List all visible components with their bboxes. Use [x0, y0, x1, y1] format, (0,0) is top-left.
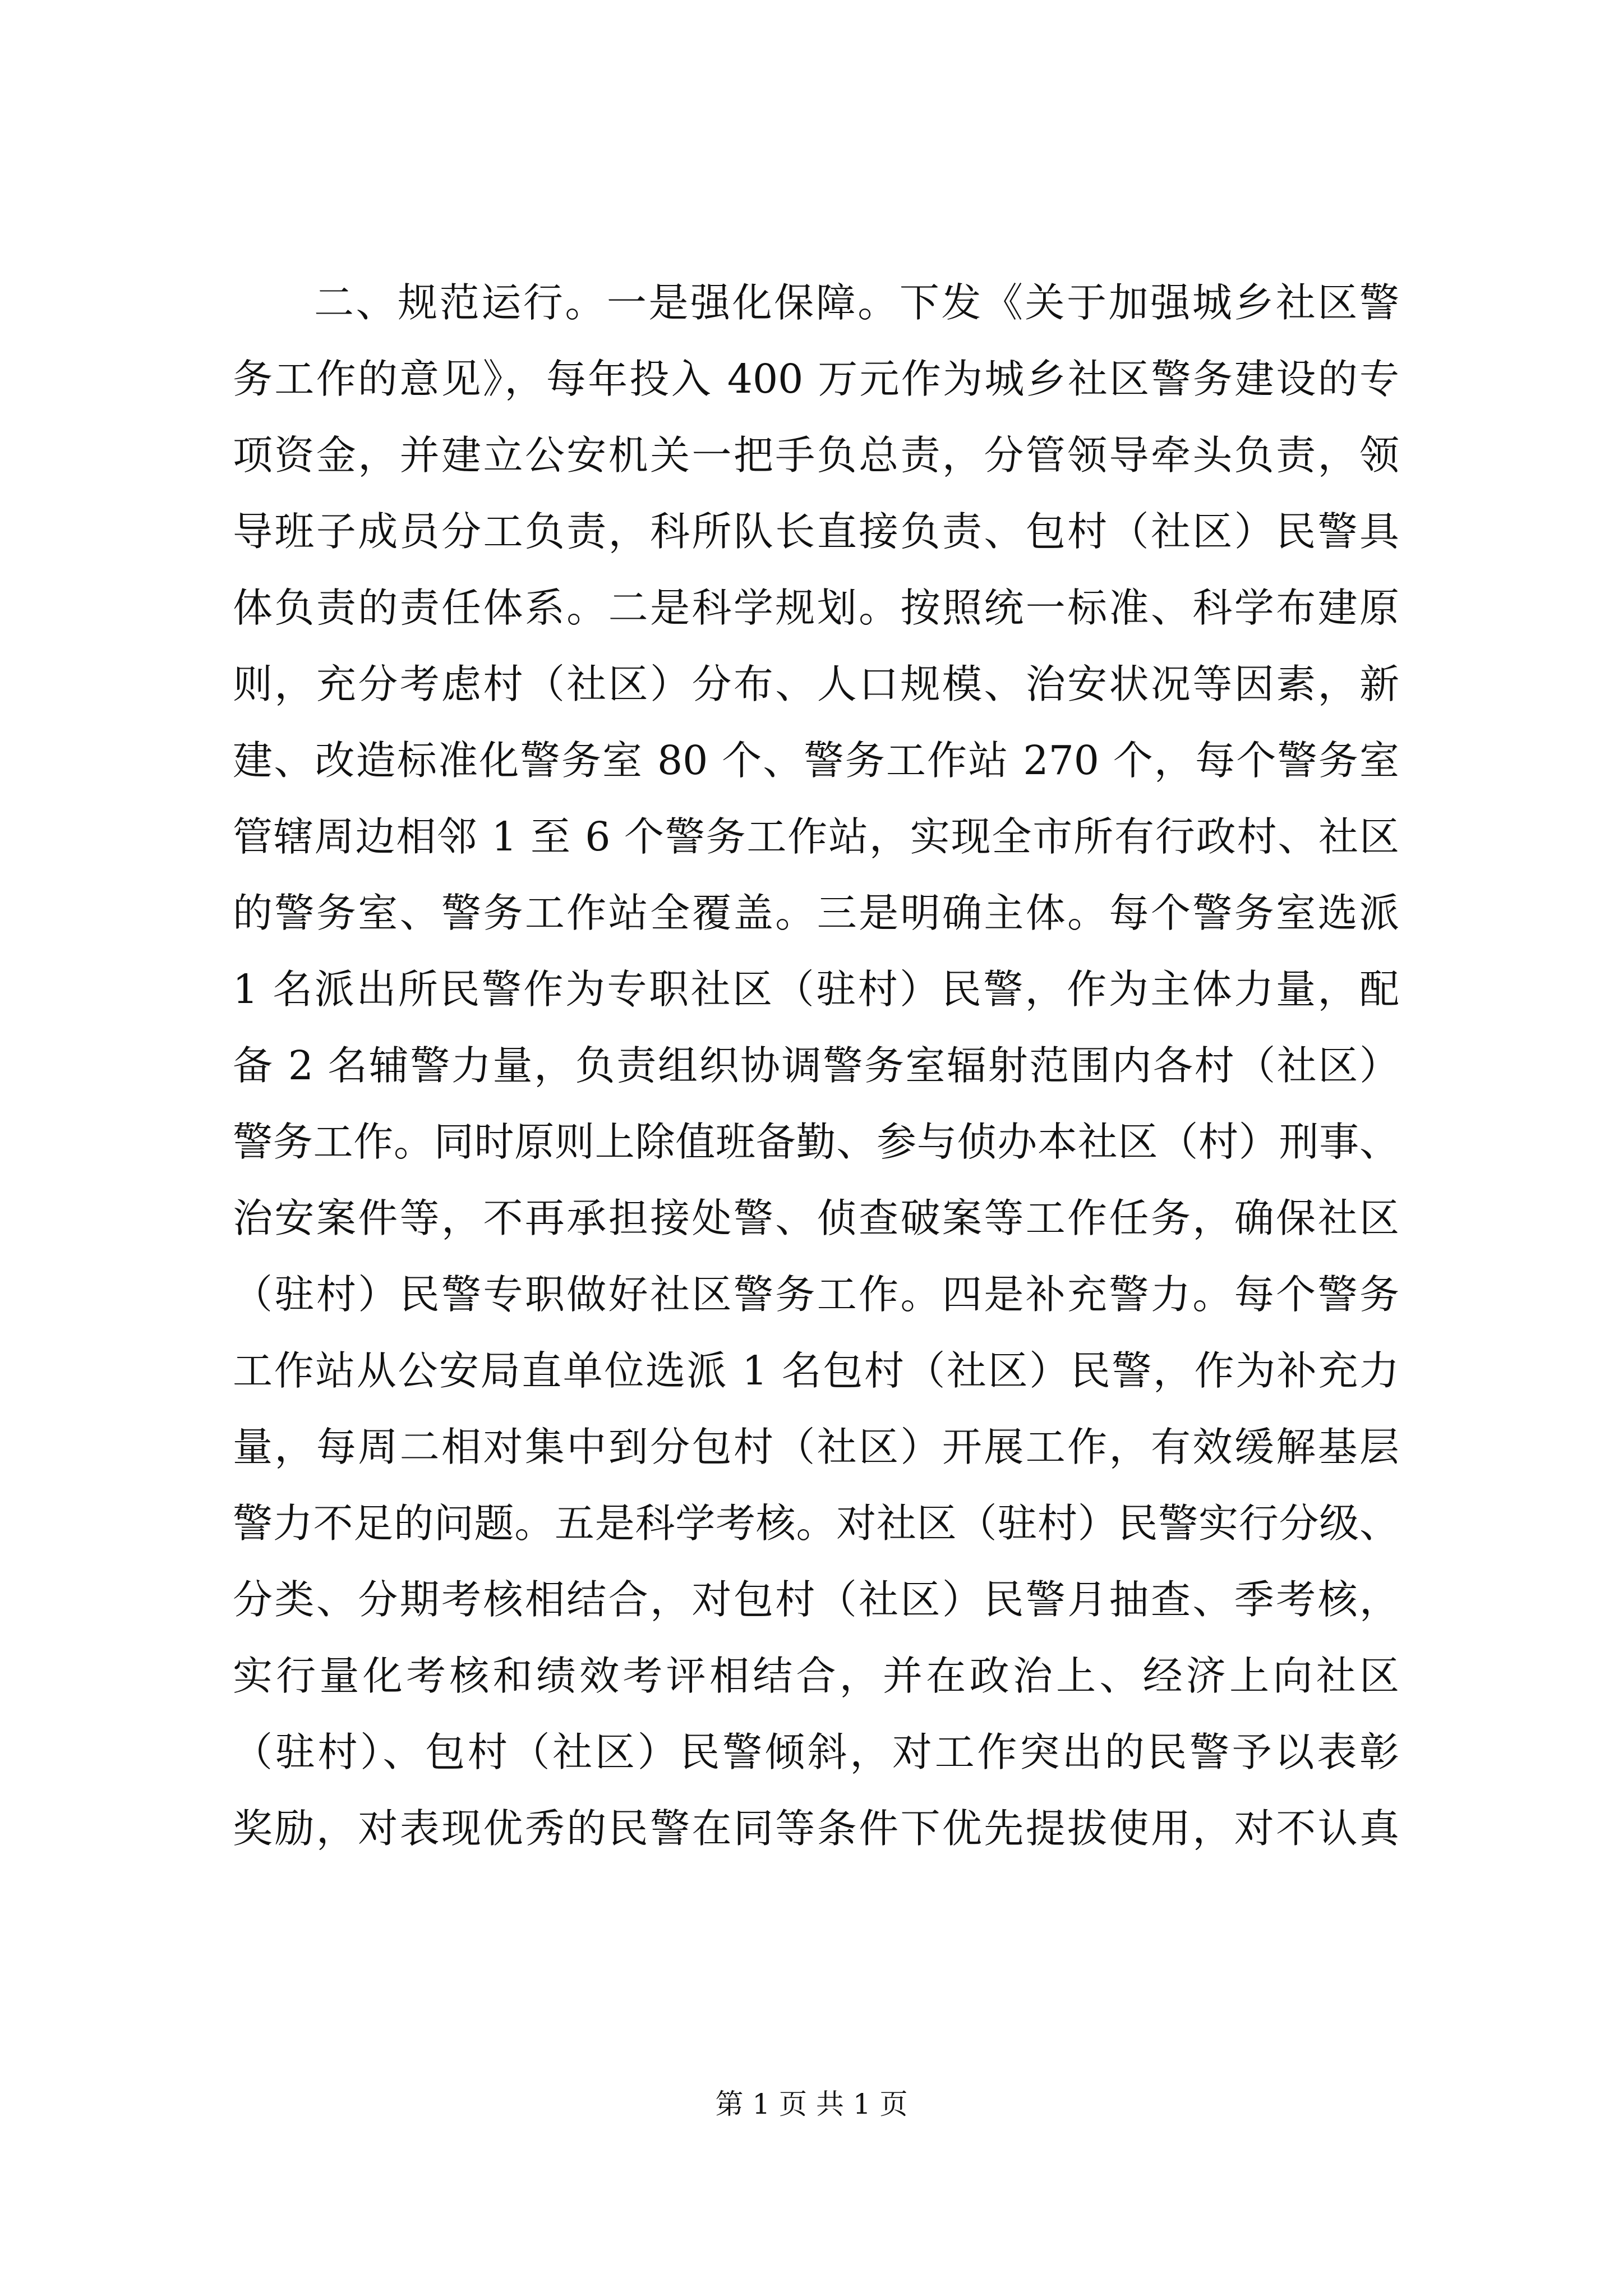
- text-line: 奖励，对表现优秀的民警在同等条件下优先提拔使用，对不认真: [233, 1805, 1399, 1852]
- text-line: 警力不足的问题。五是科学考核。对社区（驻村）民警实行分级、: [233, 1500, 1399, 1547]
- text-line: 警务工作。同时原则上除值班备勤、参与侦办本社区（村）刑事、: [233, 1119, 1399, 1165]
- text-line: 的警务室、警务工作站全覆盖。三是明确主体。每个警务室选派: [233, 890, 1399, 936]
- text-line: 工作站从公安局直单位选派 1 名包村（社区）民警，作为补充力: [233, 1347, 1399, 1394]
- page-footer: 第 1 页 共 1 页: [715, 2088, 908, 2120]
- text-line: 则，充分考虑村（社区）分布、人口规模、治安状况等因素，新: [233, 661, 1399, 707]
- text-line: 实行量化考核和绩效考评相结合，并在政治上、经济上向社区: [233, 1653, 1399, 1699]
- text-line: 二、规范运行。一是强化保障。下发《关于加强城乡社区警: [314, 279, 1399, 326]
- text-line: 项资金，并建立公安机关一把手负总责，分管领导牵头负责，领: [233, 432, 1399, 478]
- text-line: 1 名派出所民警作为专职社区（驻村）民警，作为主体力量，配: [233, 966, 1399, 1013]
- text-line: 导班子成员分工负责，科所队长直接负责、包村（社区）民警具: [233, 508, 1399, 555]
- text-line: 务工作的意见》，每年投入 400 万元作为城乡社区警务建设的专: [233, 356, 1399, 402]
- text-line: 管辖周边相邻 1 至 6 个警务工作站，实现全市所有行政村、社区: [233, 813, 1399, 860]
- text-line: （驻村）、包村（社区）民警倾斜，对工作突出的民警予以表彰: [233, 1729, 1399, 1775]
- text-line: 治安案件等，不再承担接处警、侦查破案等工作任务，确保社区: [233, 1195, 1399, 1241]
- text-line: 量，每周二相对集中到分包村（社区）开展工作，有效缓解基层: [233, 1424, 1399, 1470]
- text-line: 建、改造标准化警务室 80 个、警务工作站 270 个，每个警务室: [233, 737, 1399, 784]
- text-line: 体负责的责任体系。二是科学规划。按照统一标准、科学布建原: [233, 585, 1399, 631]
- text-line: 分类、分期考核相结合，对包村（社区）民警月抽查、季考核，: [233, 1576, 1399, 1623]
- text-line: 备 2 名辅警力量，负责组织协调警务室辐射范围内各村（社区）: [233, 1042, 1399, 1089]
- body-paragraph: [233, 265, 1399, 1867]
- text-line: （驻村）民警专职做好社区警务工作。四是补充警力。每个警务: [233, 1271, 1399, 1318]
